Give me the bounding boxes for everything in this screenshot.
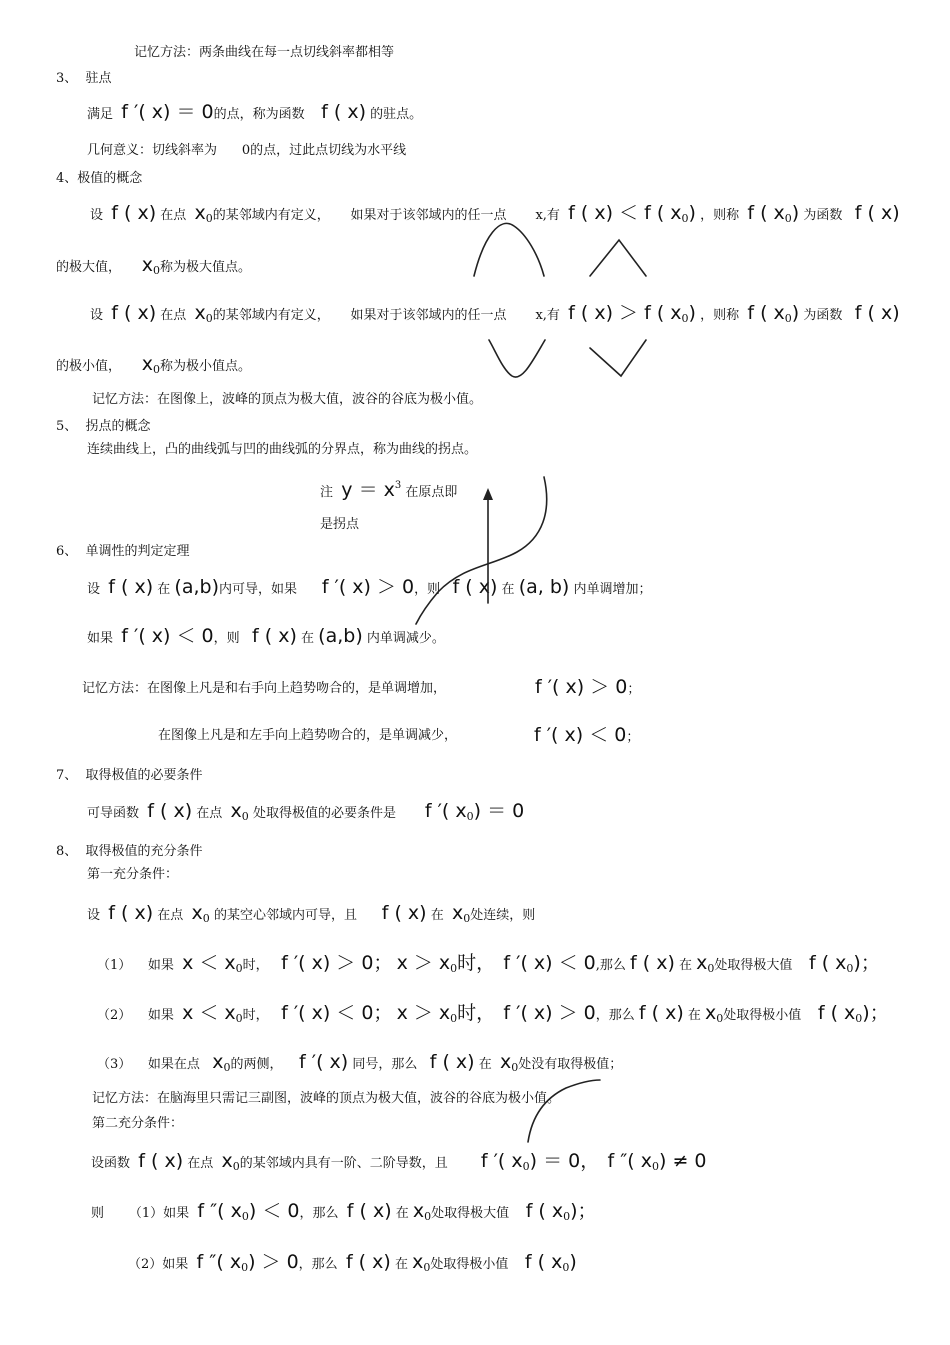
section-5-heading: 5、 拐点的概念 [56, 419, 151, 434]
case-2-min: （2） 如果 $x < x_0$时， f ′( x) ＜ 0； $x > x_0$时， f ′( x) ＞ 0，那么 f ( x) 在 $x_0$处取得极小值 f ( $x_0$)； [97, 1002, 889, 1025]
memo-increase: 记忆方法：在图像上凡是和右手向上趋势吻合的，是单调增加， [82, 681, 447, 696]
necessary-condition: 可导函数 f ( x) 在点 $x_0$ 处取得极值的必要条件是 f ′( $x_0) = 0$ [87, 800, 525, 823]
monotonic-decrease: 如果 f ′( x) ＜ 0，则 f ( x) 在 (a,b) 内单调减少。 [87, 625, 445, 647]
second-sufficient-heading: 第二充分条件： [92, 1116, 184, 1131]
case-1-max: （1） 如果 $x < x_0$时， f ′( x) ＞ 0； $x > x_0$时， f ′( x) ＜ 0,那么 f ( x) 在 $x_0$处取得极大值 f ( $x_0$)； [97, 952, 880, 975]
monotonic-increase: 设 f ( x) 在 (a,b)内可导，如果 f ′( x) ＞ 0，则 f ( x) 在 (a, b) 内单调增加； [87, 576, 652, 598]
memo-three-graphs: 记忆方法：在脑海里只需记三副图，波峰的顶点为极大值，波谷的谷底为极小值。 [92, 1091, 561, 1106]
inflection-note: 注 $y = x^3$ 在原点即 [320, 479, 458, 501]
smooth-peak-sketch [474, 223, 544, 276]
sharp-peak-sketch [590, 240, 646, 276]
stationary-point-def: 满足 f ′( x) ＝ 0的点，称为函数 f ( x) 的驻点。 [87, 101, 423, 123]
section-6-heading: 6、 单调性的判定定理 [56, 544, 190, 559]
case-3-none: （3） 如果在点 $x_0$的两侧， f ′( x) 同号，那么 f ( x) 在 $x_0$处没有取得极值； [97, 1051, 623, 1074]
section-8-heading: 8、 取得极值的充分条件 [56, 844, 203, 859]
section-3-heading: 3、 驻点 [56, 71, 112, 86]
memo-decrease-formula: f ′( x) ＜ 0； [534, 724, 640, 746]
sharp-valley-sketch [590, 340, 646, 376]
memo-increase-formula: f ′( x) ＞ 0； [535, 676, 641, 698]
first-sufficient-premise: 设 f ( x) 在点 $x_0$ 的某空心邻域内可导，且 f ( x) 在 $x_0$处连续，则 [87, 902, 536, 925]
result-2-min: （2）如果 f ″( $x_0) > 0$，那么 f ( x) 在 $x_0$处取得极小值 f ( $x_0$) [128, 1251, 577, 1274]
second-sufficient-premise: 设函数 f ( x) 在点 $x_0$的某邻域内具有一阶、二阶导数，且 f ′( $x_0) = 0$， f ″( $x_0) \ne 0$ [91, 1150, 707, 1173]
local-min-def: 设 f ( x) 在点 $x_0$的某邻域内有定义， 如果对于该邻域内的任一点 x,有 f ( x) ＞ f ( $x_0$) ，则称 f ( $x_0$) 为函数 f ( x) [90, 302, 900, 325]
memo-extrema: 记忆方法：在图像上，波峰的顶点为极大值，波谷的谷底为极小值。 [92, 392, 483, 407]
axis-arrow-icon [483, 488, 493, 500]
local-min-line2: 的极小值， $x_0$称为极小值点。 [56, 353, 251, 376]
first-sufficient-heading: 第一充分条件： [87, 867, 179, 882]
section-4-heading: 4、极值的概念 [56, 171, 143, 186]
curve-fragment-sketch [528, 1080, 600, 1142]
inflection-note-line2: 是拐点 [320, 517, 360, 532]
memo-tangent: 记忆方法：两条曲线在每一点切线斜率都相等 [134, 45, 395, 60]
section-7-heading: 7、 取得极值的必要条件 [56, 768, 203, 783]
result-1-max: 则 （1）如果 f ″( $x_0) < 0$，那么 f ( x) 在 $x_0$处取得极大值 f ( $x_0$)； [91, 1200, 597, 1223]
inflection-def: 连续曲线上，凸的曲线弧与凹的曲线弧的分界点，称为曲线的拐点。 [87, 442, 478, 457]
smooth-valley-sketch [489, 340, 545, 377]
local-max-def: 设 f ( x) 在点 $x_0$的某邻域内有定义， 如果对于该邻域内的任一点 x,有 f ( x) ＜ f ( $x_0$) ，则称 f ( $x_0$) 为函数 f ( x) [90, 202, 900, 225]
memo-decrease: 在图像上凡是和左手向上趋势吻合的，是单调减少， [158, 728, 458, 743]
geometric-meaning: 几何意义：切线斜率为 0的点，过此点切线为水平线 [87, 143, 407, 158]
local-max-line2: 的极大值， $x_0$称为极大值点。 [56, 254, 251, 277]
